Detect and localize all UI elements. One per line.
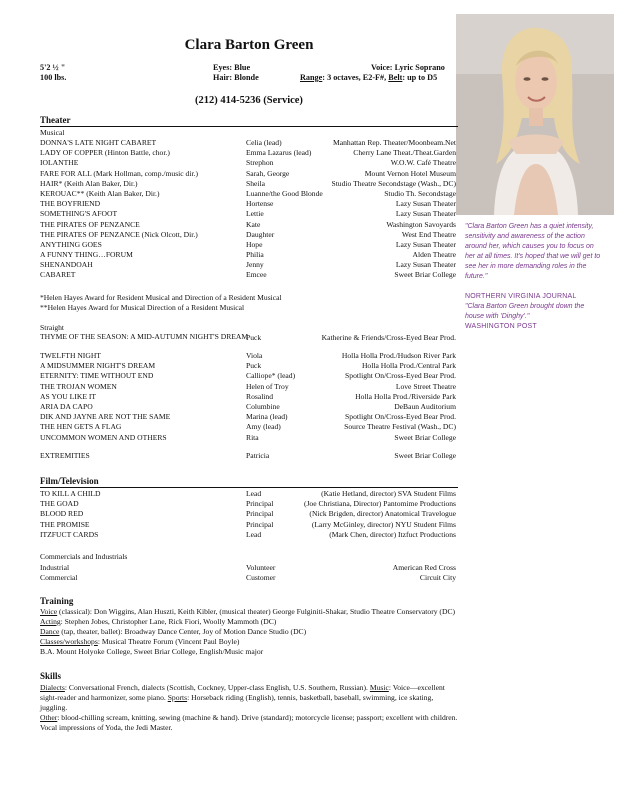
credit-row — [40, 433, 456, 443]
credit-title: AS YOU LIKE IT — [40, 391, 97, 401]
phone-number: (212) 414-5236 (Service) — [195, 95, 303, 106]
quote-source: WASHINGTON POST — [465, 323, 537, 330]
credit-role: Kate — [246, 219, 261, 229]
credit-role: Philia — [246, 250, 264, 260]
section-theater: Theater — [40, 115, 458, 127]
credit-venue: Studio Th. Secondstage — [384, 188, 456, 198]
credit-venue: Love Street Theatre — [395, 381, 456, 391]
range-value: : 3 octaves, E2-F#, — [322, 73, 389, 82]
credit-row — [40, 209, 456, 219]
credit-venue: Lazy Susan Theater — [395, 199, 456, 209]
credit-title: THE GOAD — [40, 499, 79, 509]
section-film-television: Film/Television — [40, 476, 458, 488]
credit-venue: Sweet Briar College — [394, 451, 456, 460]
credit-row — [40, 351, 456, 361]
film-credits — [40, 489, 456, 540]
credit-title: UNCOMMON WOMEN AND OTHERS — [40, 432, 167, 442]
credit-venue: W.O.W. Café Theatre — [390, 158, 456, 168]
credit-venue: Mount Vernon Hotel Museum — [364, 168, 456, 178]
hair-stat: Hair: Blonde — [213, 73, 259, 82]
credit-title: TWELFTH NIGHT — [40, 351, 101, 360]
skills-line — [40, 683, 458, 713]
credit-venue: Washington Savoyards — [386, 219, 456, 229]
voice-label: Voice — [40, 607, 58, 616]
credit-role: Sarah, George — [246, 168, 290, 178]
award-note: **Helen Hayes Award for Musical Direction of a Resident Musical — [40, 303, 245, 312]
credit-role: Viola — [246, 351, 263, 360]
credit-row — [40, 489, 456, 499]
other-text: : blood-chilling scream, knitting, sewing (machine & hand). Drive (standard); motorcycle license; passport; excellent with children. — [57, 713, 458, 722]
credit-venue: Lazy Susan Theater — [395, 239, 456, 249]
other-label: Other — [40, 713, 58, 722]
credit-row — [40, 520, 456, 530]
credit-venue: Manhattan Rep. Theater/Moonbeam.Net — [332, 138, 456, 147]
credit-row — [40, 530, 456, 540]
credit-title: THE BOYFRIEND — [40, 199, 101, 209]
training-acting — [40, 617, 458, 627]
skills-details — [40, 683, 458, 733]
credit-row — [40, 563, 456, 573]
credit-title: IOLANTHE — [40, 158, 79, 168]
credit-title: SOMETHING'S AFOOT — [40, 209, 118, 219]
height-stat: 5'2 ½ " — [40, 63, 66, 72]
credit-title: HAIR* (Keith Alan Baker, Dir.) — [40, 178, 138, 188]
credit-row — [40, 220, 456, 230]
credit-title: DIK AND JAYNE ARE NOT THE SAME — [40, 412, 171, 422]
credit-row — [40, 179, 456, 189]
credit-title: SHENANDOAH — [40, 260, 93, 270]
credit-venue: Holla Holla Prod./Hudson River Park — [341, 351, 456, 360]
award-note: *Helen Hayes Award for Resident Musical and Direction of a Resident Musical — [40, 293, 282, 302]
skills-other — [40, 713, 458, 723]
credit-role: Rita — [246, 432, 259, 442]
credit-title: ETERNITY: TIME WITHOUT END — [40, 371, 154, 381]
resume-name: Clara Barton Green — [184, 37, 314, 53]
credit-role: Columbine — [246, 401, 280, 411]
credit-row — [40, 189, 456, 199]
credit-role: Lead — [246, 489, 262, 498]
training-voice — [40, 607, 458, 617]
credit-venue: Sweet Briar College — [394, 270, 456, 280]
credit-role: Calliope* (lead) — [246, 371, 296, 381]
range-label: Range — [300, 73, 323, 82]
credit-role: Principal — [246, 499, 274, 509]
musical-credits — [40, 138, 456, 281]
credit-title: ANYTHING GOES — [40, 239, 102, 249]
credit-role: Principal — [246, 509, 274, 519]
credit-role: Principal — [246, 519, 274, 529]
credit-row — [40, 499, 456, 509]
credit-venue: Lazy Susan Theater — [395, 209, 456, 219]
credit-row — [40, 333, 456, 351]
dialects-text: : Conversational French, dialects (Scottish, Cockney, Upper-class English, U.S. Southern, Russian). — [64, 683, 370, 692]
credit-role: Jenny — [246, 260, 264, 270]
training-classes — [40, 637, 458, 647]
quote-source: NORTHERN VIRGINIA JOURNAL — [465, 293, 577, 300]
credit-title: THE PIRATES OF PENZANCE — [40, 219, 140, 229]
credit-row — [40, 260, 456, 270]
credit-row — [40, 240, 456, 250]
straight-credits — [40, 333, 456, 443]
credit-row — [40, 509, 456, 519]
credit-role: Strephon — [246, 158, 274, 168]
credit-venue: Spotlight On/Cross-Eyed Bear Prod. — [345, 371, 456, 381]
credit-venue: (Larry McGinley, director) NYU Student Films — [311, 519, 456, 529]
quote-text: "Clara Barton Green has a quiet intensity, sensitivity and awareness of the action around her, which causes you to focus on her at all times. It's hoped that we will get to see her in more demanding roles in the future." — [465, 223, 601, 280]
credit-row — [40, 412, 456, 422]
credit-title: DONNA'S LATE NIGHT CABARET — [40, 138, 157, 147]
range-stat — [300, 73, 437, 82]
credit-role: Sheila — [246, 178, 265, 188]
credit-row — [40, 270, 456, 280]
credit-row — [40, 199, 456, 209]
sports-text: : Horseback riding (English), tennis, basketball, baseball, swimming, ice skating, juggling. — [40, 693, 434, 712]
weight-stat: 100 lbs. — [40, 73, 67, 82]
credit-venue: American Red Cross — [392, 563, 456, 572]
voice-stat: Voice: Lyric Soprano — [371, 63, 445, 72]
credit-row — [40, 451, 456, 461]
training-dance — [40, 627, 458, 637]
credit-role: Volunteer — [246, 563, 276, 572]
sports-label: Sports — [167, 693, 188, 702]
credit-venue: (Mark Chen, director) Itzfuct Productions — [329, 529, 456, 539]
headshot-illustration — [456, 14, 614, 215]
credit-venue: (Katie Hetland, director) SVA Student Films — [321, 489, 456, 498]
credit-title: A FUNNY THING…FORUM — [40, 250, 133, 260]
credit-row — [40, 361, 456, 371]
credit-row — [40, 158, 456, 168]
classes-text: : Musical Theatre Forum (Vincent Paul Boyle) — [97, 637, 240, 646]
skills-vocal: Vocal impressions of Yoda, the Jedi Master. — [40, 723, 173, 732]
extremities-credit — [40, 451, 456, 461]
credit-venue: Alden Theatre — [412, 250, 456, 260]
credit-title: CABARET — [40, 270, 76, 280]
voice-text: (classical): Don Wiggins, Alan Huszti, Keith Kibler, (musical theater) George Fulginiti-Shakar, Studio Theatre Conservatory (DC) — [57, 607, 456, 616]
belt-value: : up to D5 — [402, 73, 438, 82]
credit-venue: Studio Theatre Secondstage (Wash., DC) — [331, 178, 456, 188]
credit-venue: Circuit City — [419, 573, 456, 583]
credit-title: ITZFUCT CARDS — [40, 529, 99, 539]
credit-title: FARE FOR ALL (Mark Hollman, comp./music dir.) — [40, 168, 198, 178]
credit-role: Hope — [246, 239, 263, 249]
classes-label: Classes/workshops — [40, 637, 98, 646]
credit-venue: DeBaun Auditorium — [394, 401, 456, 411]
credit-row — [40, 138, 456, 148]
credit-title: THE PROMISE — [40, 519, 90, 529]
belt-label: Belt — [388, 73, 403, 82]
credit-title: THE PIRATES OF PENZANCE (Nick Olcott, Dir.) — [40, 229, 198, 239]
credit-venue: Cherry Lane Theat./Theat.Garden — [353, 148, 456, 158]
credit-role: Puck — [246, 361, 262, 371]
credit-row — [40, 382, 456, 392]
credit-row — [40, 169, 456, 179]
music-text: : Voice—excellent sight-reader and harmonizer, some piano. — [40, 683, 445, 702]
credit-venue: (Nick Brigden, director) Anatomical Travelogue — [309, 509, 456, 519]
credit-role: Patricia — [246, 451, 270, 460]
section-skills: Skills — [40, 671, 62, 681]
credit-venue: Holla Holla Prod./Riverside Park — [355, 391, 456, 401]
credit-title: BLOOD RED — [40, 509, 84, 519]
commercial-credits — [40, 563, 456, 583]
credit-venue: (Joe Christiana, Director) Pantomime Productions — [303, 499, 456, 509]
press-quotes — [465, 222, 605, 332]
credit-row — [40, 422, 456, 432]
credit-title: KEROUAC** (Keith Alan Baker, Dir.) — [40, 188, 160, 198]
section-training: Training — [40, 596, 74, 606]
credit-role: Luanne/the Good Blonde — [246, 188, 323, 198]
credit-title: THE HEN GETS A FLAG — [40, 422, 122, 432]
credit-row — [40, 230, 456, 240]
credit-title: Industrial — [40, 563, 70, 572]
credit-role: Marina (lead) — [246, 412, 288, 422]
credit-venue: Lazy Susan Theater — [395, 260, 456, 270]
quote-text: "Clara Barton Green brought down the house with 'Dinghy'." — [465, 303, 585, 320]
credit-title: Commercial — [40, 573, 78, 583]
music-label: Music — [369, 683, 389, 692]
credit-role: Amy (lead) — [246, 422, 281, 432]
credit-role: Customer — [246, 573, 276, 583]
training-details — [40, 607, 458, 657]
credit-row — [40, 148, 456, 158]
credit-role: Emcee — [246, 270, 267, 280]
credit-venue: West End Theatre — [401, 229, 456, 239]
credit-row — [40, 402, 456, 412]
acting-label: Acting — [40, 617, 61, 626]
subsection-commercials: Commercials and Industrials — [40, 552, 128, 561]
credit-venue: Sweet Briar College — [394, 432, 456, 442]
credit-role: Hortense — [246, 199, 274, 209]
credit-role: Rosalind — [246, 391, 274, 401]
credit-title: TO KILL A CHILD — [40, 489, 101, 498]
credit-role: Helen of Troy — [246, 381, 289, 391]
credit-role: Celia (lead) — [246, 138, 282, 147]
credit-row — [40, 573, 456, 583]
credit-role: Puck — [246, 333, 262, 342]
acting-text: : Stephen Jobes, Christopher Lane, Rick Fiori, Woolly Mammoth (DC) — [60, 617, 277, 626]
headshot-photo — [456, 14, 614, 215]
dance-label: Dance — [40, 627, 60, 636]
credit-venue: Holla Holla Prod./Central Park — [361, 361, 456, 371]
credit-row — [40, 250, 456, 260]
subsection-musical: Musical — [40, 128, 65, 137]
credit-title: A MIDSUMMER NIGHT'S DREAM — [40, 361, 156, 371]
eyes-stat: Eyes: Blue — [213, 63, 251, 72]
credit-title: EXTREMITIES — [40, 451, 90, 460]
subsection-straight: Straight — [40, 323, 65, 332]
dance-text: (tap, theater, ballet): Broadway Dance Center, Joy of Motion Dance Studio (DC) — [59, 627, 307, 636]
credit-venue: Source Theatre Festival (Wash., DC) — [344, 422, 456, 432]
credit-title: LADY OF COPPER (Hinton Battle, chor.) — [40, 148, 170, 158]
credit-row — [40, 392, 456, 402]
credit-row — [40, 371, 456, 381]
credit-venue: Spotlight On/Cross-Eyed Bear Prod. — [345, 412, 456, 422]
credit-role: Emma Lazarus (lead) — [246, 148, 312, 158]
dialects-label: Dialects — [40, 683, 65, 692]
credit-title: THE TROJAN WOMEN — [40, 381, 117, 391]
credit-title: THYME OF THE SEASON: A MID-AUTUMN NIGHT'S DREAM — [40, 332, 249, 341]
credit-role: Lettie — [246, 209, 264, 219]
training-degree: B.A. Mount Holyoke College, Sweet Briar College, English/Music major — [40, 647, 264, 656]
credit-role: Daughter — [246, 229, 275, 239]
credit-title: ARIA DA CAPO — [40, 401, 93, 411]
credit-role: Lead — [246, 529, 262, 539]
credit-venue: Katherine & Friends/Cross-Eyed Bear Prod. — [321, 333, 456, 342]
